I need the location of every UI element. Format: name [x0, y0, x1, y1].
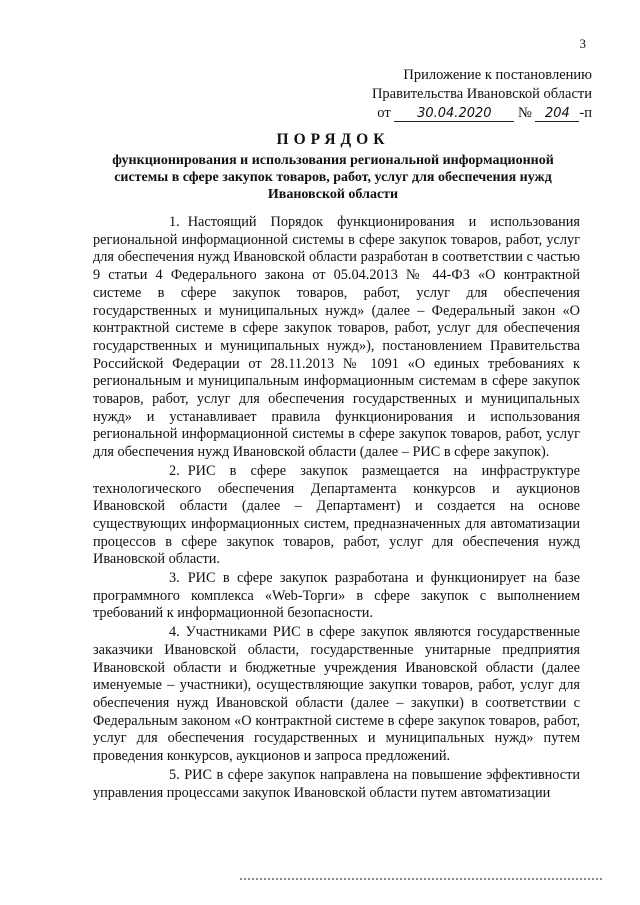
handwritten-number: 204 — [535, 106, 579, 122]
paragraph-number: 1. — [169, 214, 180, 230]
appendix-date-line — [372, 104, 592, 123]
from-label: от — [377, 105, 391, 121]
paragraph-text: Участниками РИС в сфере закупок являются государственные заказчики Ивановской области, государственные унитарные предприятия Ивановской области и бюджетные учреждения Ивановской области (далее именуемые – участники), осуществляющие закупки товаров, работ, услуг для обеспечения нужд Ивановской области (далее – закупки) в соответствии с Федеральным законом «О контрактной системе в сфере закупок товаров, работ, услуг для обеспечения государственных и муниципальных нужд» путем проведения конкурсов, аукционов и запроса предложений. — [93, 624, 580, 765]
paragraph-number: 5. — [169, 766, 180, 783]
number-suffix: -п — [579, 105, 592, 121]
paragraph-5 — [93, 767, 580, 802]
paragraph-text: Настоящий Порядок функционирования и использования региональной информационной системы в сфере закупок товаров, работ, услуг для обеспечения нужд Ивановской области разработан в соответствии с частью 9 статьи 4 Федерального закона от 05.04.2013 № 44-ФЗ «О контрактной системе в сфере закупок товаров, работ, услуг для обеспечения государственных и муниципальных нужд» (далее – Федеральный закон «О контрактной системе в сфере закупок товаров, работ, услуг для обеспечения государственных и муниципальных нужд»), постановлением Правительства Российской Федерации от 28.11.2013 № 1091 «О единых требованиях к региональным и муниципальным информационным системам в сфере закупок товаров, работ, услуг для обеспечения государственных и муниципальных нужд» и устанавливает правила функционирования и использования региональной информационной системы в сфере закупок товаров, работ, услуг для обеспечения нужд Ивановской области (далее – РИС в сфере закупок). — [93, 214, 580, 461]
handwritten-date: 30.04.2020 — [394, 106, 514, 122]
body-text — [93, 214, 580, 803]
paragraph-3 — [93, 570, 580, 623]
title-subtitle: функционирования и использования региональной информационной системы в сфере закупок товаров, работ, услуг для обеспечения нужд Ивановской области — [112, 153, 554, 202]
paragraph-2 — [93, 463, 580, 569]
paragraph-4 — [93, 624, 580, 766]
paragraph-text: РИС в сфере закупок разработана и функционирует на базе программного комплекса «Web-Торги» в сфере закупок с выполнением требований к информационной безопасности. — [93, 570, 580, 622]
paragraph-number: 4. — [169, 624, 180, 641]
appendix-header — [372, 66, 592, 123]
title-main: ПОРЯДОК — [276, 131, 390, 148]
paragraph-number: 2. — [169, 462, 180, 479]
document-title — [88, 130, 578, 203]
paragraph-number: 3. — [169, 570, 180, 587]
scan-artifact-divider — [240, 872, 602, 880]
appendix-line-2: Правительства Ивановской области — [371, 86, 592, 102]
appendix-line-1: Приложение к постановлению — [403, 67, 592, 83]
number-label: № — [517, 105, 532, 121]
paragraph-text: РИС в сфере закупок размещается на инфраструктуре технологического обеспечения Департамента конкурсов и аукционов Ивановской области (далее – Департамент) и создается на основе существующих информационных систем, предназначенных для автоматизации процессов в сфере закупок товаров, работ, услуг для обеспечения нужд Ивановской области. — [93, 462, 580, 568]
page-number: 3 — [579, 36, 586, 51]
paragraph-text: РИС в сфере закупок направлена на повышение эффективности управления процессами закупок Ивановской области путем автоматизации — [93, 766, 581, 801]
paragraph-1 — [93, 214, 580, 462]
